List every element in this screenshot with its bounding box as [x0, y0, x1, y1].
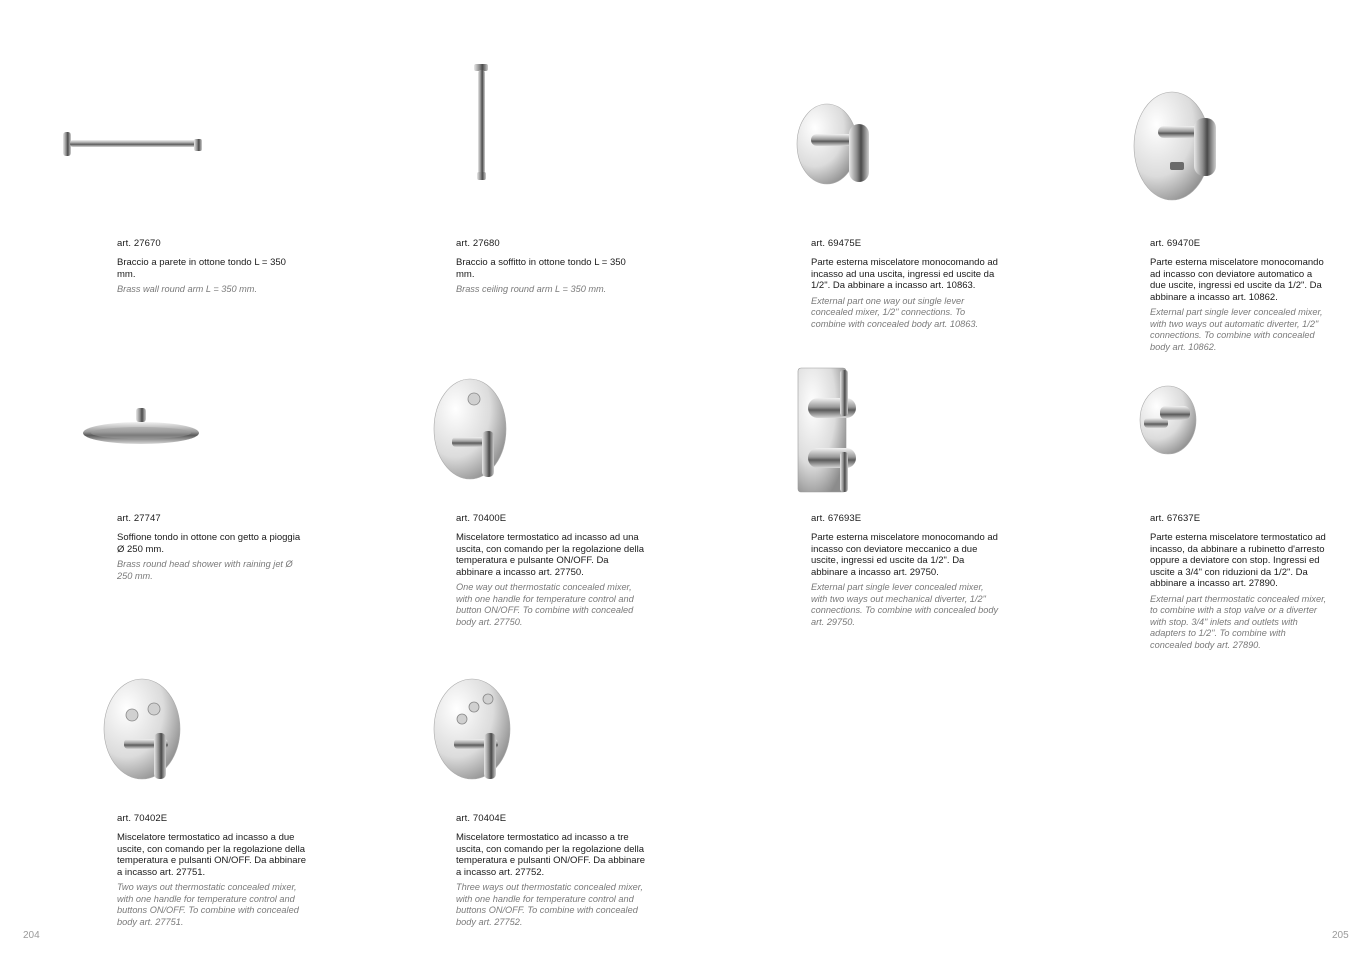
product-70404E — [456, 813, 646, 928]
product-27747 — [117, 513, 307, 582]
description-italian: Parte esterna miscelatore monocomando ad incasso con deviatore automatico a due uscite, ingressi ed uscite da 1/2". Da abbinare a incasso art. 10862. — [1150, 257, 1324, 303]
thermostatic-two-buttons-image — [100, 675, 188, 785]
article-number: art. 27670 — [117, 238, 161, 249]
product-69475E — [811, 238, 1001, 330]
description-english: Brass wall round arm L = 350 mm. — [117, 284, 257, 294]
product-27670 — [117, 238, 307, 296]
ceiling-shower-arm-image — [470, 62, 494, 184]
description-english: Three ways out thermostatic concealed mixer, with one handle for temperature control and buttons ON/OFF. To combine with concealed body art. 27752. — [456, 882, 643, 927]
thermostatic-small-plate-image — [1138, 384, 1204, 458]
description-english: External part single lever concealed mixer, with two ways out mechanical diverter, 1/2" connections. To combine with concealed body art. 29750. — [811, 582, 999, 627]
wall-shower-arm-image — [60, 125, 210, 165]
description-italian: Parte esterna miscelatore monocomando ad incasso ad una uscita, ingressi ed uscite da 1/2". Da abbinare a incasso art. 10863. — [811, 257, 998, 291]
description-english: Brass round head shower with raining jet Ø 250 mm. — [117, 559, 293, 581]
article-number: art. 70404E — [456, 813, 507, 824]
description-english: External part thermostatic concealed mixer, to combine with a stop valve or a diverter with stop. 3/4" inlets and outlets with adapters to 1/2". To combine with concealed body art. 27890. — [1150, 593, 1327, 650]
description-english: External part one way out single lever concealed mixer, 1/2" connections. To combine with concealed body art. 10863. — [811, 295, 979, 329]
article-number: art. 69470E — [1150, 238, 1201, 249]
description-italian: Soffione tondo in ottone con getto a pioggia Ø 250 mm. — [117, 532, 301, 555]
thermostatic-one-button-image — [430, 375, 515, 485]
article-number: art. 27680 — [456, 238, 500, 249]
product-69470E — [1150, 238, 1330, 353]
product-67693E — [811, 513, 1001, 628]
description-english: Brass ceiling round arm L = 350 mm. — [456, 284, 607, 294]
thermostatic-three-buttons-image — [430, 675, 518, 785]
page-number-right: 205 — [1332, 930, 1349, 941]
description-italian: Braccio a parete in ottone tondo L = 350 mm. — [117, 257, 286, 280]
single-lever-round-plate-image — [795, 100, 875, 190]
description-italian: Parte esterna miscelatore termostatico ad incasso, da abbinare a rubinetto d'arresto oppure a deviatore con stop. Ingressi ed uscite a 3/4" con riduzioni da 1/2". Da abbinare a incasso art. 27890. — [1150, 532, 1326, 589]
article-number: art. 67693E — [811, 513, 862, 524]
product-67637E — [1150, 513, 1330, 651]
description-italian: Miscelatore termostatico ad incasso ad una uscita, con comando per la regolazione della temperatura e pulsante ON/OFF. Da abbinare a incasso art. 27750. — [456, 532, 645, 578]
product-27680 — [456, 238, 646, 296]
description-english: Two ways out thermostatic concealed mixer, with one handle for temperature control and buttons ON/OFF. To combine with concealed body art. 27751. — [117, 882, 299, 927]
page-number-left: 204 — [23, 930, 40, 941]
round-head-shower-image — [80, 405, 205, 450]
article-number: art. 70400E — [456, 513, 507, 524]
article-number: art. 67637E — [1150, 513, 1201, 524]
rectangular-plate-two-handles-image — [792, 366, 862, 494]
product-70402E — [117, 813, 307, 928]
description-italian: Braccio a soffitto in ottone tondo L = 350 mm. — [456, 257, 626, 280]
description-english: One way out thermostatic concealed mixer, with one handle for temperature control and button ON/OFF. To combine with concealed body art. 27750. — [456, 582, 634, 627]
product-70400E — [456, 513, 646, 628]
description-italian: Miscelatore termostatico ad incasso a tre uscita, con comando per la regolazione della temperatura e pulsanti ON/OFF. Da abbinare a incasso art. 27752. — [456, 832, 646, 878]
article-number: art. 69475E — [811, 238, 862, 249]
article-number: art. 70402E — [117, 813, 168, 824]
single-lever-oval-plate-diverter-image — [1130, 88, 1220, 206]
description-italian: Miscelatore termostatico ad incasso a due uscite, con comando per la regolazione della temperatura e pulsanti ON/OFF. Da abbinare a incasso art. 27751. — [117, 832, 307, 878]
description-english: External part single lever concealed mixer, with two ways out automatic diverter, 1/2" connections. To combine with concealed body art. 10862. — [1150, 307, 1323, 352]
description-italian: Parte esterna miscelatore monocomando ad incasso con deviatore meccanico a due uscite, ingressi ed uscite da 1/2". Da abbinare a incasso art. 29750. — [811, 532, 998, 578]
article-number: art. 27747 — [117, 513, 161, 524]
